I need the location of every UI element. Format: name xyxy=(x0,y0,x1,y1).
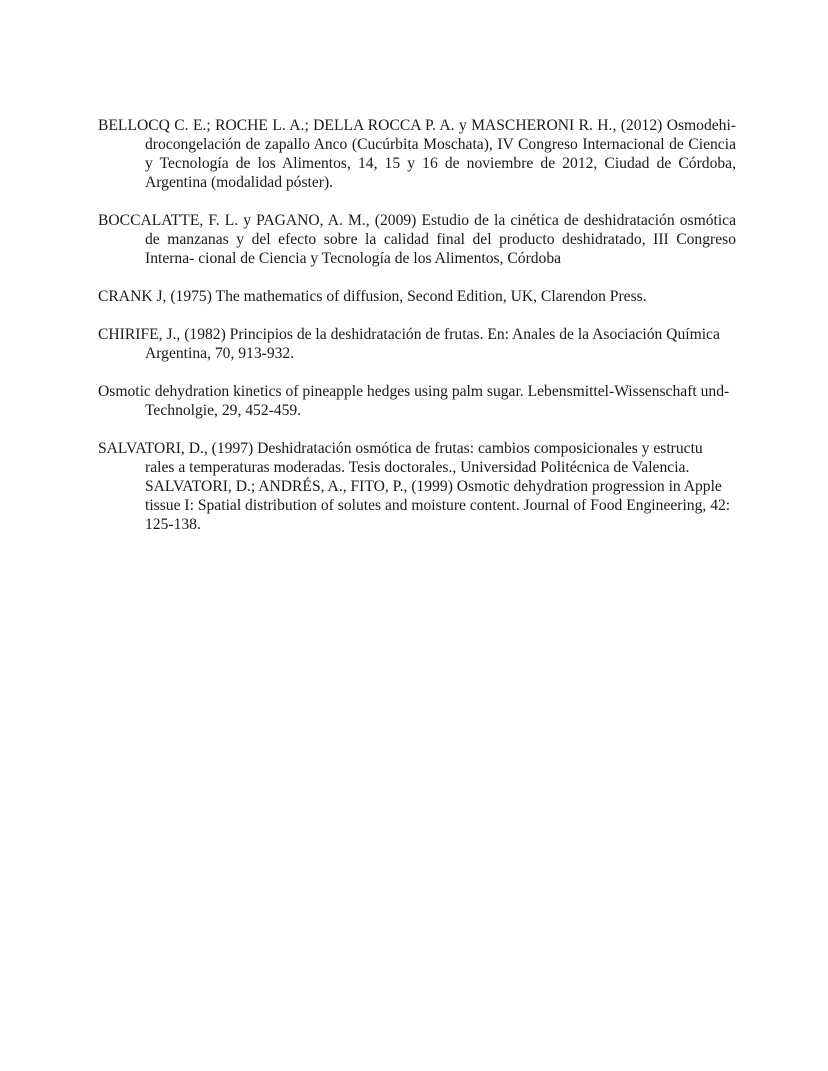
reference-text: Osmotic dehydration kinetics of pineapple hedges using palm sugar. Lebensmittel-Wissenschaft und-Technolgie, 29, 452-459. xyxy=(98,383,730,419)
reference-bellocq xyxy=(98,116,736,192)
reference-osmotic-dehydration xyxy=(98,382,736,420)
reference-text: CRANK J, (1975) The mathematics of diffusion, Second Edition, UK, Clarendon Press. xyxy=(98,288,647,305)
reference-text: SALVATORI, D., (1997) Deshidratación osmótica de frutas: cambios composicionales y estructu rales a temperaturas moderadas. Tesis doctorales., Universidad Politécnica de Valencia. xyxy=(98,440,703,476)
reference-chirife xyxy=(98,325,736,363)
reference-continuation: SALVATORI, D.; ANDRÉS, A., FITO, P., (1999) Osmotic dehydration progression in Apple tissue I: Spatial distribution of solutes and moisture content. Journal of Food Engineering, 42: 125-138. xyxy=(145,478,731,533)
reference-text: BOCCALATTE, F. L. y PAGANO, A. M., (2009) Estudio de la cinética de deshidratación osmótica de manzanas y del efecto sobre la calidad final del producto deshidratado, III Congreso Interna- cional de Ciencia y Tecnología de los Alimentos, Córdoba xyxy=(98,212,736,267)
reference-text: BELLOCQ C. E.; ROCHE L. A.; DELLA ROCCA P. A. y MASCHERONI R. H., (2012) Osmodehi- drocongelación de zapallo Anco (Cucúrbita Moschata), IV Congreso Internacional de Ciencia y Tecnología de los Alimentos, 14, 15 y 16 de noviembre de 2012, Ciudad de Córdoba, Argentina (modalidad póster). xyxy=(98,117,736,191)
reference-boccalatte xyxy=(98,211,736,268)
reference-crank xyxy=(98,287,736,306)
reference-list xyxy=(98,116,736,553)
reference-text: CHIRIFE, J., (1982) Principios de la deshidratación de frutas. En: Anales de la Asociación Química Argentina, 70, 913-932. xyxy=(98,326,720,362)
reference-salvatori xyxy=(98,439,736,534)
